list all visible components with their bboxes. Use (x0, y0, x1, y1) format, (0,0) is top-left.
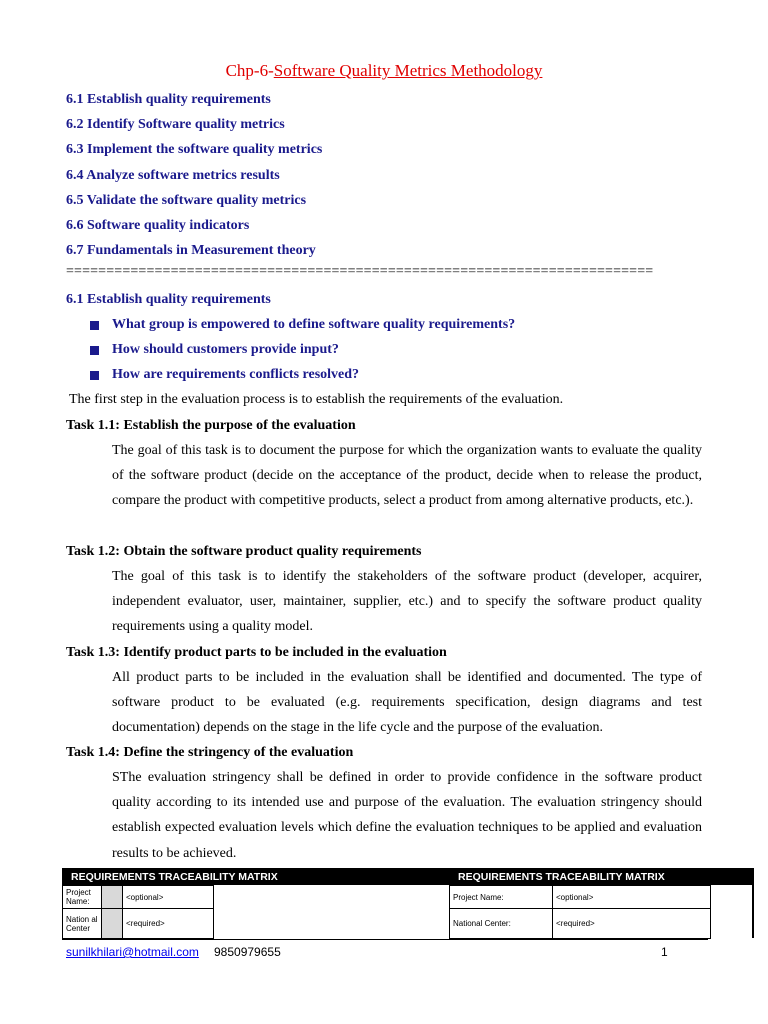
task-heading: Task 1.1: Establish the purpose of the evaluation (66, 418, 356, 433)
task-heading: Task 1.3: Identify product parts to be included in the evaluation (66, 645, 447, 660)
toc-item: 6.1 Establish quality requirements (66, 92, 271, 107)
separator-rule: ========================================================================= (66, 264, 654, 279)
list-item-text: How should customers provide input? (112, 342, 339, 358)
rtm-header-right: REQUIREMENTS TRACEABILITY MATRIX (458, 871, 665, 883)
rtm-spacer-cell (102, 886, 123, 909)
intro-paragraph: The first step in the evaluation process is to establish the requirements of the evaluation. (69, 392, 564, 407)
table-of-contents (66, 90, 322, 266)
task-paragraph: The goal of this task is to document the purpose for which the organization wants to evaluate the quality of the software product (decide on the acceptance of the product, decide when to release the product, compare the product with competitive products, select a product from among alternative products, etc.). (112, 443, 702, 509)
list-item (90, 367, 515, 392)
rtm-label: Project Name: (63, 886, 102, 909)
toc-item: 6.3 Implement the software quality metrics (66, 142, 323, 158)
toc-item: 6.4 Analyze software metrics results (66, 167, 280, 183)
square-bullet-icon (90, 346, 99, 355)
question-list (90, 317, 515, 393)
task-paragraph: SThe evaluation stringency shall be defined in order to provide confidence in the software product quality according to its intended use and purpose of the evaluation. The evaluation stringency should establish expected evaluation levels which define the evaluation techniques to be applied and evaluation results to be achieved. (112, 770, 702, 861)
title-main: Software Quality Metrics Methodology (273, 61, 543, 80)
rtm-value: <optional> (553, 886, 711, 909)
square-bullet-icon (90, 371, 99, 380)
list-item-text: What group is empowered to define software quality requirements? (112, 317, 516, 332)
toc-item: 6.2 Identify Software quality metrics (66, 117, 285, 133)
section-heading: 6.1 Establish quality requirements (66, 292, 271, 307)
task-paragraph: All product parts to be included in the evaluation shall be identified and documented. The type of software product to be evaluated (e.g. requirements specification, design diagrams and test documentation) depends on the stage in the life cycle and the purpose of the evaluation. (112, 670, 702, 736)
task-paragraph: The goal of this task is to identify the stakeholders of the software product (developer, acquirer, independent evaluator, user, maintainer, supplier, etc.) and to specify the software product quality requirements using a quality model. (112, 569, 702, 635)
list-item (90, 317, 515, 342)
title-prefix: Chp-6- (225, 61, 274, 80)
rtm-header-left: REQUIREMENTS TRACEABILITY MATRIX (71, 871, 278, 883)
rtm-value: <required> (553, 909, 711, 939)
footer-divider (62, 939, 708, 940)
rtm-label: Nation al Center (63, 909, 102, 939)
rtm-right-border (752, 868, 754, 938)
list-item (90, 342, 515, 367)
task-heading: Task 1.2: Obtain the software product quality requirements (66, 544, 422, 559)
rtm-value: <optional> (123, 886, 214, 909)
rtm-label: National Center: (450, 909, 553, 939)
toc-item: 6.5 Validate the software quality metrics (66, 192, 307, 208)
rtm-left-table (62, 885, 214, 939)
rtm-value: <required> (123, 909, 214, 939)
rtm-right-table (449, 885, 711, 939)
footer-phone: 9850979655 (214, 945, 281, 959)
rtm-label: Project Name: (450, 886, 553, 909)
list-item-text: How are requirements conflicts resolved? (112, 367, 360, 383)
footer-email-link[interactable]: sunilkhilari@hotmail.com (66, 945, 199, 959)
rtm-spacer-cell (102, 909, 123, 939)
toc-item: 6.6 Software quality indicators (66, 217, 250, 233)
document-title (0, 61, 768, 81)
task-heading: Task 1.4: Define the stringency of the evaluation (66, 745, 354, 760)
page-number: 1 (661, 945, 668, 959)
square-bullet-icon (90, 321, 99, 330)
toc-item: 6.7 Fundamentals in Measurement theory (66, 243, 316, 259)
